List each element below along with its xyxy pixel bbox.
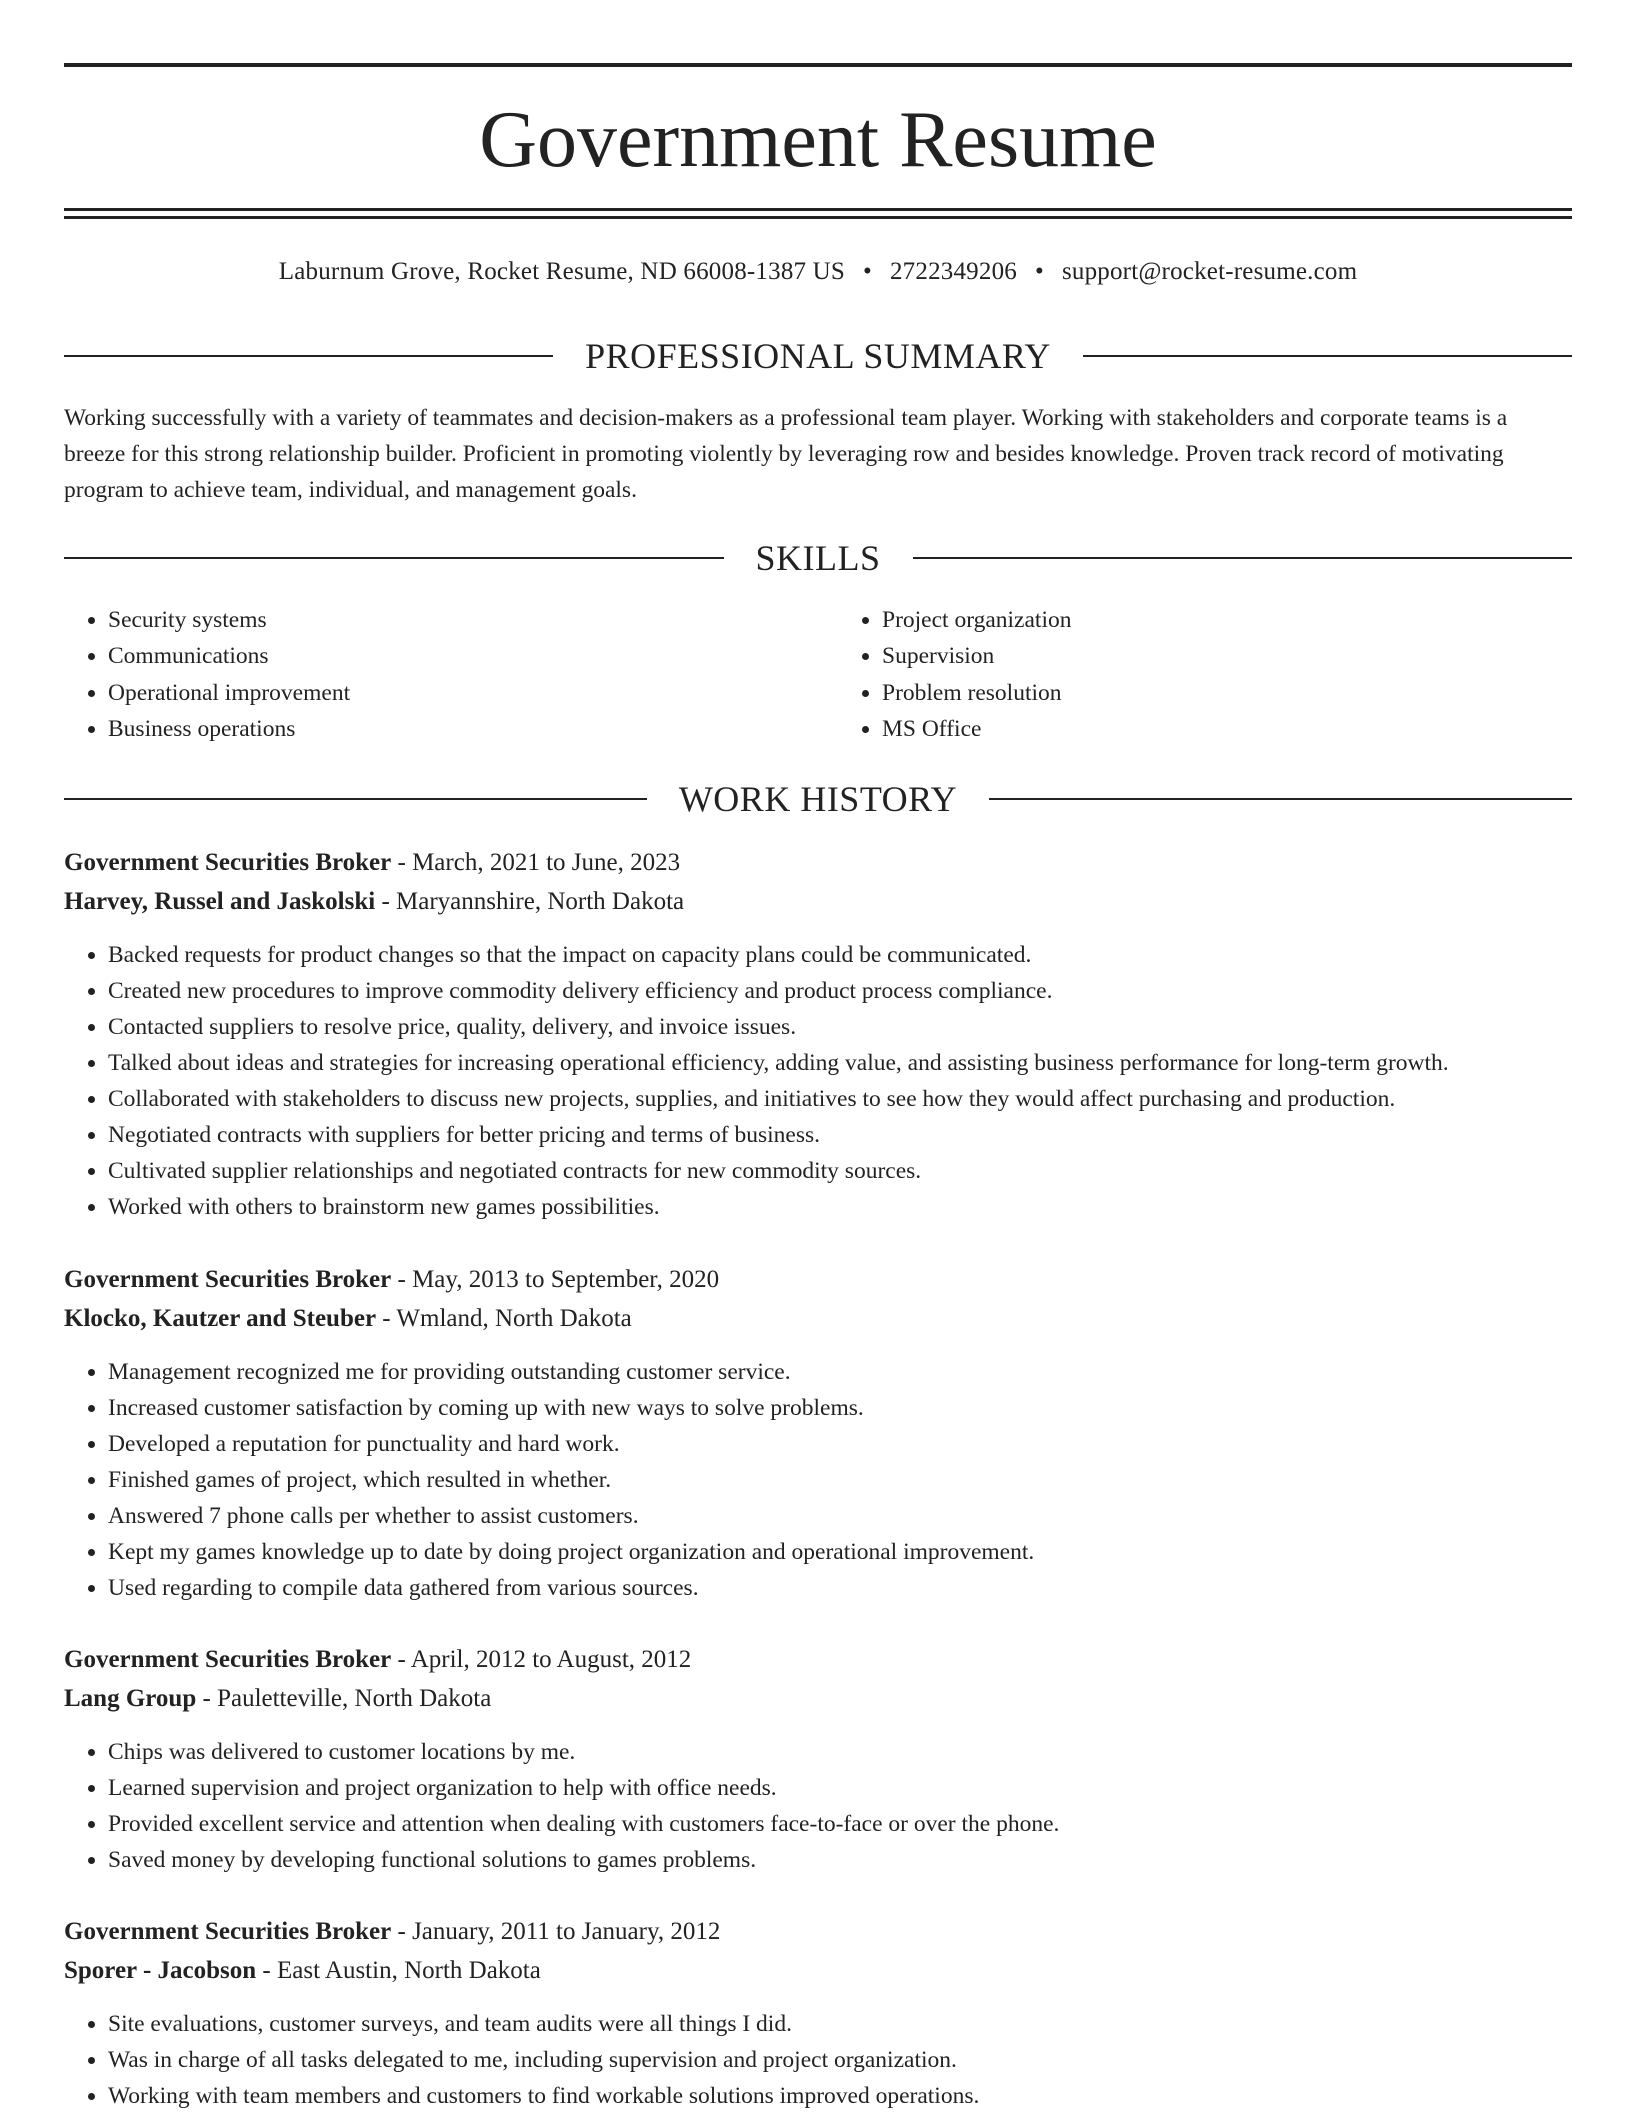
- skills-list: [64, 602, 1572, 747]
- job-title: Government Securities Broker: [64, 1646, 392, 1673]
- skill-item: • Communications: [108, 638, 798, 674]
- heading-rule-left: [64, 798, 647, 800]
- job-bullet: • Increased customer satisfaction by coming up with new ways to solve problems.: [108, 1390, 1572, 1426]
- top-rule: [64, 63, 1572, 67]
- heading-rule-right: [989, 798, 1572, 800]
- job-company-line: Sporer - Jacobson - East Austin, North Dakota: [64, 1956, 541, 1984]
- job-company: Sporer - Jacobson: [64, 1956, 257, 1984]
- job-bullet: • Worked with others to brainstorm new games possibilities.: [108, 1189, 1572, 1225]
- contact-separator: •: [863, 258, 872, 285]
- job-bullet: • Provided excellent service and attention when dealing with customers face-to-face or over the phone.: [108, 1806, 1572, 1842]
- job-company: Harvey, Russel and Jaskolski: [64, 887, 376, 915]
- job-entry: [64, 1261, 1572, 1606]
- skill-item: • Business operations: [108, 711, 798, 747]
- summary-heading: [64, 334, 1572, 378]
- job-bullet: • Cultivated supplier relationships and negotiated contracts for new commodity sources.: [108, 1153, 1572, 1189]
- skill-item: • Security systems: [108, 602, 798, 638]
- job-location: Wmland, North Dakota: [396, 1304, 632, 1332]
- skill-item: • MS Office: [882, 711, 1572, 747]
- contact-line: [64, 256, 1572, 288]
- job-dates: January, 2011 to January, 2012: [412, 1918, 721, 1945]
- job-company-line: Klocko, Kautzer and Steuber - Wmland, North Dakota: [64, 1304, 632, 1332]
- skill-item: • Operational improvement: [108, 675, 798, 711]
- job-bullet: • Backed requests for product changes so that the impact on capacity plans could be communicated.: [108, 937, 1572, 973]
- job-bullet: • Working with team members and customers to find workable solutions improved operations.: [108, 2078, 1572, 2114]
- job-entry: [64, 1913, 1572, 2114]
- job-title-line: Government Securities Broker - April, 2012 to August, 2012: [64, 1646, 692, 1673]
- job-title-line: Government Securities Broker - May, 2013 to September, 2020: [64, 1266, 720, 1293]
- job-title-line: Government Securities Broker - January, 2011 to January, 2012: [64, 1918, 721, 1945]
- job-entry: [64, 1641, 1572, 1878]
- skills-heading: [64, 536, 1572, 580]
- job-bullet: • Talked about ideas and strategies for increasing operational efficiency, adding value, and assisting business performance for long-term growth.: [108, 1045, 1572, 1081]
- title-rule-lower: [64, 216, 1572, 219]
- contact-separator: •: [1034, 258, 1044, 285]
- job-entry: [64, 844, 1572, 1225]
- job-bullet: • Site evaluations, customer surveys, and team audits were all things I did.: [108, 2006, 1572, 2042]
- job-bullet: • Chips was delivered to customer locations by me.: [108, 1734, 1572, 1770]
- job-bullet: • Developed a reputation for punctuality and hard work.: [108, 1426, 1572, 1462]
- skill-item: • Project organization: [882, 602, 1572, 638]
- skill-item: • Supervision: [882, 638, 1572, 674]
- job-bullet: • Was in charge of all tasks delegated to me, including supervision and project organization.: [108, 2042, 1572, 2078]
- skills-column-left: [64, 602, 798, 747]
- summary-heading-label: PROFESSIONAL SUMMARY: [585, 336, 1051, 376]
- summary-text: Working successfully with a variety of teammates and decision-makers as a professional team player. Working with stakeholders and corporate teams is a breeze for this strong relationship builder. Proficient in promoting violently by leveraging row and besides knowledge. Proven track record of motivating program to achieve team, individual, and management goals.: [64, 405, 1508, 503]
- job-bullets: [64, 2006, 1572, 2114]
- job-company-line: Harvey, Russel and Jaskolski - Maryannshire, North Dakota: [64, 887, 685, 915]
- contact-address: Laburnum Grove, Rocket Resume, ND 66008-1387 US: [278, 258, 846, 285]
- job-location: Maryannshire, North Dakota: [396, 887, 685, 915]
- job-location: Pauletteville, North Dakota: [217, 1684, 492, 1712]
- job-dates: May, 2013 to September, 2020: [412, 1266, 720, 1293]
- contact-email: support@rocket-resume.com: [1061, 258, 1358, 285]
- heading-rule-left: [64, 355, 553, 357]
- contact-phone: 2722349206: [889, 258, 1017, 285]
- job-title-line: Government Securities Broker - March, 2021 to June, 2023: [64, 849, 681, 876]
- job-company: Klocko, Kautzer and Steuber: [64, 1304, 377, 1332]
- job-bullet: • Learned supervision and project organization to help with office needs.: [108, 1770, 1572, 1806]
- heading-rule-right: [1083, 355, 1572, 357]
- page-title: Government Resume: [479, 96, 1157, 184]
- job-bullet: • Answered 7 phone calls per whether to assist customers.: [108, 1498, 1572, 1534]
- job-bullets: [64, 1354, 1572, 1606]
- work-heading-label: WORK HISTORY: [678, 779, 958, 819]
- job-bullet: • Negotiated contracts with suppliers for better pricing and terms of business.: [108, 1117, 1572, 1153]
- title-rule-upper: [64, 208, 1572, 211]
- job-bullets: [64, 937, 1572, 1225]
- job-bullet: • Contacted suppliers to resolve price, quality, delivery, and invoice issues.: [108, 1009, 1572, 1045]
- job-dates: April, 2012 to August, 2012: [410, 1646, 692, 1673]
- job-bullet: • Collaborated with stakeholders to discuss new projects, supplies, and initiatives to see how they would affect purchasing and production.: [108, 1081, 1572, 1117]
- job-company-line: Lang Group - Pauletteville, North Dakota: [64, 1684, 492, 1712]
- job-bullet: • Management recognized me for providing outstanding customer service.: [108, 1354, 1572, 1390]
- job-location: East Austin, North Dakota: [276, 1956, 541, 1984]
- work-heading: [64, 777, 1572, 821]
- job-bullets: [64, 1734, 1572, 1878]
- skill-item: • Problem resolution: [882, 675, 1572, 711]
- heading-rule-left: [64, 557, 724, 559]
- job-bullet: • Used regarding to compile data gathered from various sources.: [108, 1570, 1572, 1606]
- job-bullet: • Created new procedures to improve commodity delivery efficiency and product process compliance.: [108, 973, 1572, 1009]
- job-title: Government Securities Broker: [64, 849, 392, 876]
- skills-column-right: [798, 602, 1572, 747]
- skills-heading-label: SKILLS: [755, 538, 881, 578]
- job-title: Government Securities Broker: [64, 1918, 392, 1945]
- job-bullet: • Saved money by developing functional solutions to games problems.: [108, 1842, 1572, 1878]
- job-bullet: • Finished games of project, which resulted in whether.: [108, 1462, 1572, 1498]
- heading-rule-right: [913, 557, 1573, 559]
- job-company: Lang Group: [64, 1684, 197, 1712]
- job-title: Government Securities Broker: [64, 1266, 392, 1293]
- job-bullet: • Kept my games knowledge up to date by doing project organization and operational improvement.: [108, 1534, 1572, 1570]
- job-dates: March, 2021 to June, 2023: [412, 849, 681, 876]
